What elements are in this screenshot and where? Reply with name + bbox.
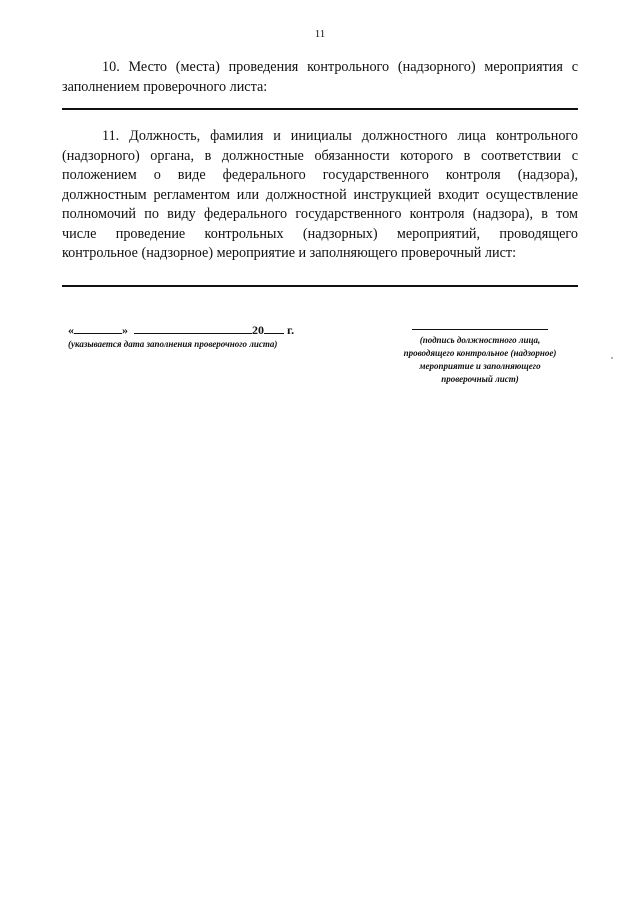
date-open-quote: « bbox=[68, 323, 74, 337]
day-blank bbox=[74, 323, 122, 334]
signature-line bbox=[412, 329, 548, 330]
year-prefix: 20 bbox=[252, 323, 264, 337]
year-suffix: г. bbox=[287, 323, 295, 337]
month-blank bbox=[134, 323, 252, 334]
signature-caption: (подпись должностного лица, проводящего контрольное (надзорное) мероприятие и заполняющего проверочный лист) bbox=[403, 335, 557, 384]
date-close-quote: » bbox=[122, 323, 128, 337]
date-fill-line bbox=[68, 323, 294, 338]
section-10-fill-line bbox=[62, 108, 578, 110]
section-11-text: 11. Должность, фамилия и инициалы должностного лица контрольного (надзорного) органа, в должностные обязанности которого в соответствии с положением о виде федерального государственного контроля (надзора), должностным регламентом или должностной инструкцией входит осуществление полномочий по виду федерального государственного контроля (надзора), в том числе проведение контрольных (надзорных) мероприятий, проводящего контрольное (надзорное) мероприятие и заполняющего проверочный лист: bbox=[62, 128, 578, 261]
year-blank bbox=[264, 323, 284, 334]
section-11-fill-line bbox=[62, 285, 578, 287]
scan-speck bbox=[611, 357, 613, 359]
section-10-text: 10. Место (места) проведения контрольного (надзорного) мероприятия с заполнением проверочного листа: bbox=[62, 59, 578, 95]
page-number: 11 bbox=[314, 28, 326, 40]
date-caption: (указывается дата заполнения проверочного листа) bbox=[68, 339, 278, 349]
